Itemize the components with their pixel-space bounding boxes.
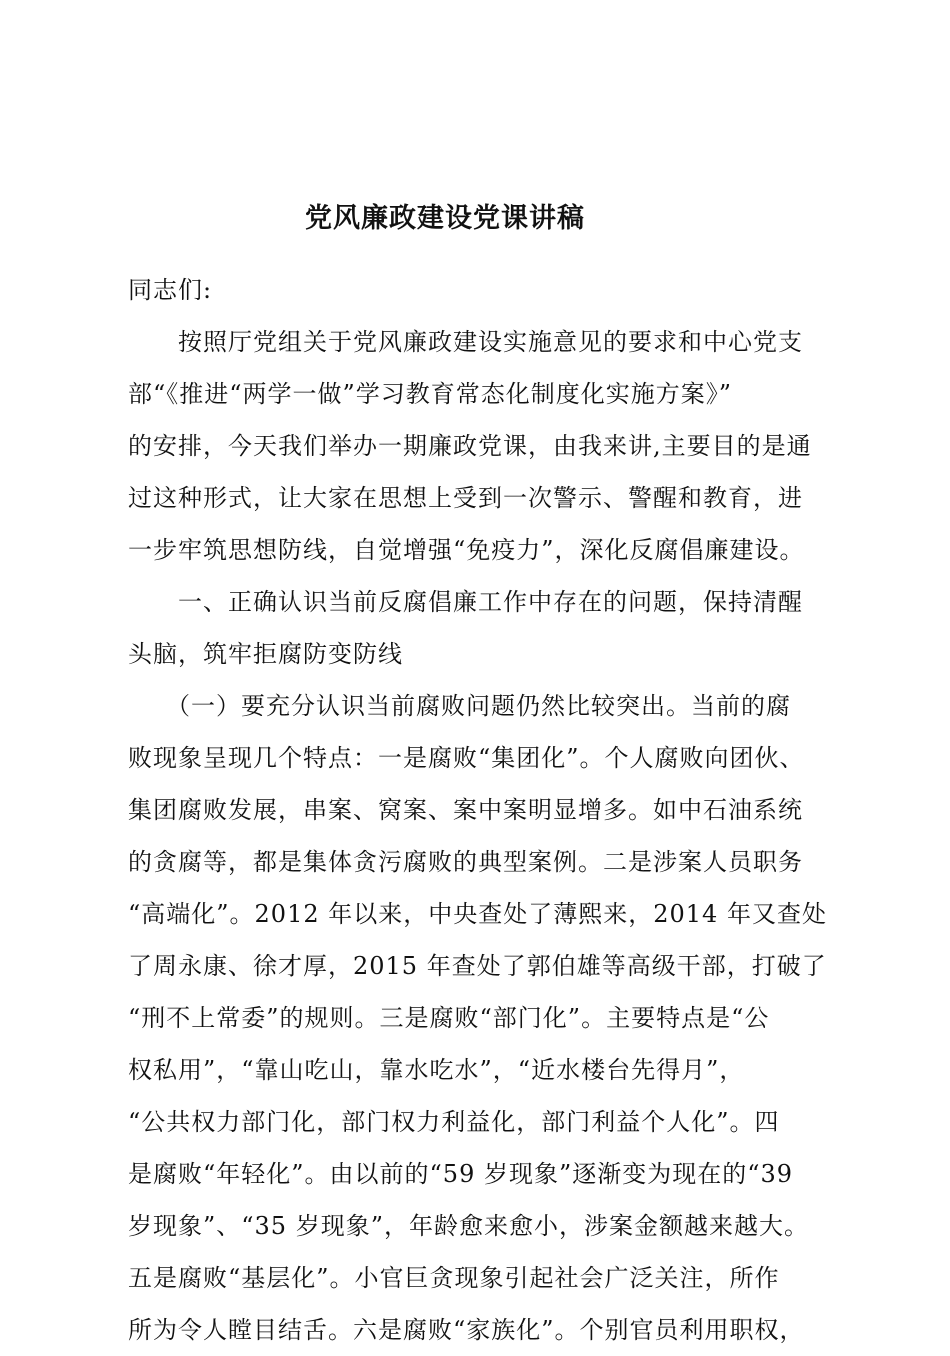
body-line: 的贪腐等，都是集体贪污腐败的典型案例。二是涉案人员职务 bbox=[128, 848, 803, 876]
greeting-line: 同志们: bbox=[128, 276, 213, 304]
body-line: “公共权力部门化，部门权力利益化，部门利益个人化”。四 bbox=[128, 1108, 780, 1136]
body-line: 所为令人瞠目结舌。六是腐败“家族化”。个别官员利用职权， bbox=[128, 1316, 805, 1344]
body-line: 一步牢筑思想防线，自觉增强“免疫力”，深化反腐倡廉建设。 bbox=[128, 536, 805, 564]
section-heading-line: 头脑，筑牢拒腐防变防线 bbox=[128, 640, 403, 668]
body-line: “高端化”。2012 年以来，中央查处了薄熙来，2014 年又查处 bbox=[128, 900, 827, 928]
body-line: “刑不上常委”的规则。三是腐败“部门化”。主要特点是“公 bbox=[128, 1004, 770, 1032]
body-line: 败现象呈现几个特点：一是腐败“集团化”。个人腐败向团伙、 bbox=[128, 744, 805, 772]
body-line: 权私用”，“靠山吃山，靠水吃水”，“近水楼台先得月”， bbox=[128, 1056, 745, 1084]
body-line: 过这种形式，让大家在思想上受到一次警示、警醒和教育，进 bbox=[128, 484, 803, 512]
document-body bbox=[128, 264, 868, 1356]
body-line: 是腐败“年轻化”。由以前的“59 岁现象”逐渐变为现在的“39 bbox=[128, 1160, 794, 1188]
body-line: 五是腐败“基层化”。小官巨贪现象引起社会广泛关注，所作 bbox=[128, 1264, 780, 1292]
body-line: 集团腐败发展，串案、窝案、案中案明显增多。如中石油系统 bbox=[128, 796, 803, 824]
body-line: 岁现象”、“35 岁现象”，年龄愈来愈小，涉案金额越来越大。 bbox=[128, 1212, 809, 1240]
body-line: 的安排，今天我们举办一期廉政党课，由我来讲,主要目的是通 bbox=[128, 432, 812, 460]
body-line: 部“《推进“两学一做”学习教育常态化制度化实施方案》” bbox=[128, 380, 733, 408]
document-title: 党风廉政建设党课讲稿 bbox=[305, 203, 585, 234]
body-line: （一）要充分认识当前腐败问题仍然比较突出。当前的腐 bbox=[128, 692, 791, 720]
body-line: 了周永康、徐才厚，2015 年查处了郭伯雄等高级干部，打破了 bbox=[128, 952, 827, 980]
body-line: 按照厅党组关于党风廉政建设实施意见的要求和中心党支 bbox=[128, 328, 803, 356]
section-heading-line: 一、正确认识当前反腐倡廉工作中存在的问题，保持清醒 bbox=[128, 588, 803, 616]
